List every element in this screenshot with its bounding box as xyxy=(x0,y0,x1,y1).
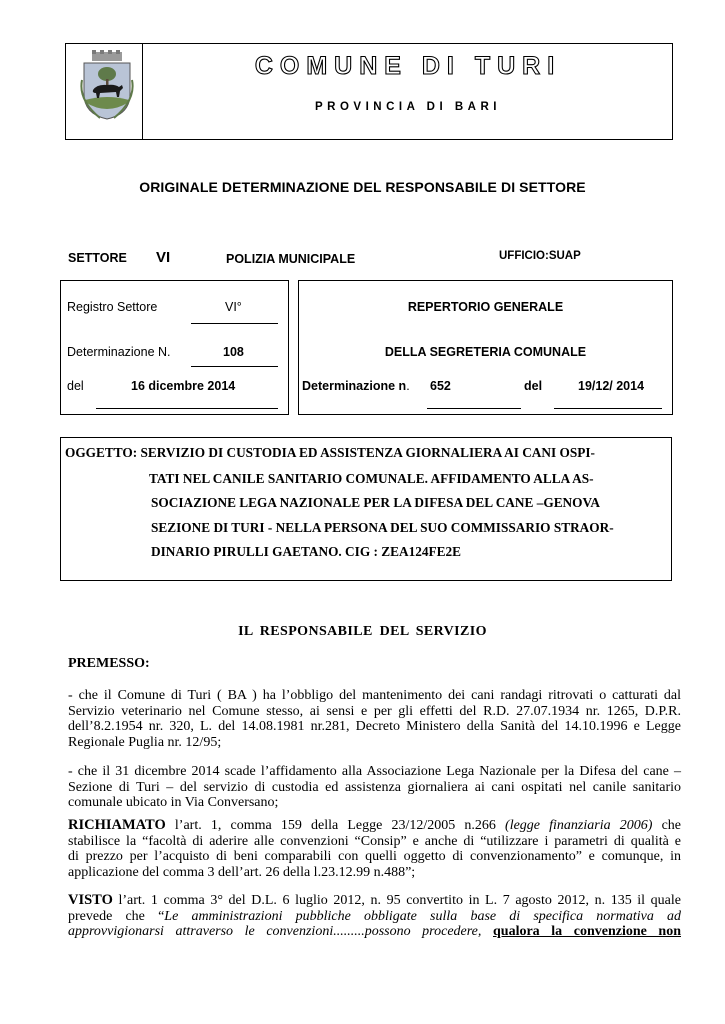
sector-date-label: del xyxy=(67,379,84,393)
paragraph-line xyxy=(68,909,681,925)
register-label: Registro Settore xyxy=(67,300,158,314)
paragraph-dog-obligation xyxy=(68,688,681,750)
town-title: COMUNE DI TURI xyxy=(254,52,562,80)
visto-line3-italic: approvvigionarsi attraverso le convenzioni.........possono procedere, xyxy=(68,924,482,939)
paragraph-line xyxy=(68,893,681,909)
paragraph-visto xyxy=(68,893,681,940)
visto-line3-bold: qualora la convenzione non xyxy=(493,924,681,939)
province-subtitle: PROVINCIA DI BARI xyxy=(315,101,501,113)
visto-lead: VISTO xyxy=(68,892,113,908)
paragraph-line xyxy=(68,818,681,834)
sector-label: SETTORE xyxy=(68,251,127,265)
section-title: IL RESPONSABILE DEL SERVIZIO xyxy=(238,624,487,639)
sector-determination-label: Determinazione N. xyxy=(67,345,171,359)
sector-name: POLIZIA MUNICIPALE xyxy=(226,252,356,266)
paragraph-line xyxy=(68,924,681,940)
municipal-crest-icon xyxy=(78,50,136,120)
paragraph-line: - che il 31 dicembre 2014 scade l’affidamento alla Associazione Lega Nazionale per la Difesa del cane – xyxy=(68,764,681,779)
paragraph-line: Regionale Puglia nr. 12/95; xyxy=(68,734,222,750)
richiamato-lead: RICHIAMATO xyxy=(68,817,166,833)
date-underline xyxy=(96,408,278,409)
paragraph-richiamato xyxy=(68,818,681,880)
richiamato-text: l’art. 1, comma 159 della Legge 23/12/2005 n.266 xyxy=(165,818,506,833)
paragraph-line: comunale ubicato in Via Conversano; xyxy=(68,795,279,810)
visto-text: l’art. 1 comma 3° del D.L. 6 luglio 2012, n. 95 convertito in L. 7 agosto 2012, n. 135 il quale xyxy=(112,893,681,908)
paragraph-line: stabilisce la “facoltà di aderire alle convenzioni “Consip” e anche di “utilizzare i parametri di qualità e xyxy=(68,833,681,849)
general-date-underline xyxy=(554,408,662,409)
richiamato-tail: che xyxy=(652,818,681,833)
repertory-subtitle: DELLA SEGRETERIA COMUNALE xyxy=(384,345,587,359)
register-underline xyxy=(191,323,278,324)
paragraph-line: dell’8.2.1954 nr. 320, L. del 14.08.1981 nr.281, Decreto Ministero della Sanità del 14.10.1996 e Legge xyxy=(68,719,681,734)
subject-line-4: SEZIONE DI TURI - NELLA PERSONA DEL SUO COMMISSARIO STRAOR- xyxy=(151,520,614,535)
general-number-underline xyxy=(427,408,521,409)
general-determination-label: Determinazione n. xyxy=(302,379,410,393)
sector-determination-value: 108 xyxy=(223,345,244,359)
general-determination-label-text: Determinazione n xyxy=(302,379,407,393)
register-value: VI° xyxy=(225,300,242,314)
paragraph-contract-expiry xyxy=(68,764,681,811)
visto-line2-italic: Le amministrazioni pubbliche obbligate sulla base di specifica normativa ad xyxy=(164,908,681,924)
determination-underline xyxy=(191,366,278,367)
general-determination-value: 652 xyxy=(430,379,451,393)
paragraph-line: - che il Comune di Turi ( BA ) ha l’obbligo del mantenimento dei cani randagi ritrovati o catturati dal xyxy=(68,688,681,703)
subject-line-2: TATI NEL CANILE SANITARIO COMUNALE. AFFIDAMENTO ALLA AS- xyxy=(149,471,594,486)
office-label: UFFICIO:SUAP xyxy=(499,250,581,262)
paragraph-line: applicazione del comma 3 dell’art. 26 della l.23.12.99 n.488”; xyxy=(68,864,416,880)
subject-line-1: OGGETTO: SERVIZIO DI CUSTODIA ED ASSISTENZA GIORNALIERA AI CANI OSPI- xyxy=(65,445,595,460)
document-heading: ORIGINALE DETERMINAZIONE DEL RESPONSABILE DI SETTORE xyxy=(139,179,586,195)
paragraph-line: di prezzo per l’acquisto di beni comparabili con quelli oggetto di convenzionamento” e comunque, in xyxy=(68,849,681,864)
paragraph-line: Sezione di Turi – del servizio di custodia ed assistenza giornaliera ai cani ospitati nel canile sanitario xyxy=(68,779,681,795)
visto-line2-text: prevede che “ xyxy=(68,908,165,924)
richiamato-italic: (legge finanziaria 2006) xyxy=(505,818,653,833)
subject-line-3: SOCIAZIONE LEGA NAZIONALE PER LA DIFESA DEL CANE –GENOVA xyxy=(151,495,600,510)
paragraph-line: Servizio veterinario nel Comune stesso, ai sensi e per gli effetti del R.D. 27.07.1934 nr. 1265, D.P.R. xyxy=(68,703,681,719)
sector-number: VI xyxy=(156,249,171,266)
subject-line-5: DINARIO PIRULLI GAETANO. CIG : ZEA124FE2E xyxy=(151,544,462,559)
general-date-value: 19/12/ 2014 xyxy=(578,379,645,393)
repertory-title: REPERTORIO GENERALE xyxy=(407,300,564,314)
general-date-label: del xyxy=(524,379,543,393)
premise-label: PREMESSO: xyxy=(68,656,150,671)
sector-date-value: 16 dicembre 2014 xyxy=(131,379,236,393)
